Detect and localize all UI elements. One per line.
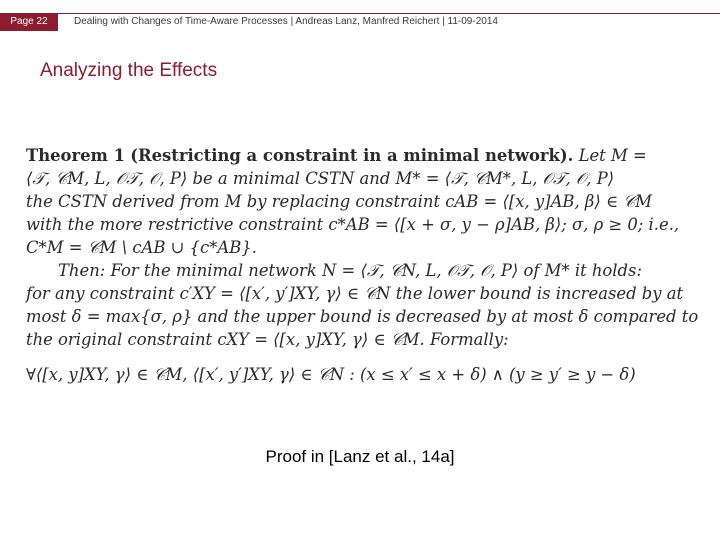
theorem-line-6: Then: For the minimal network N = ⟨𝒯, 𝒞N, L, 𝒪𝒯, 𝒪, P⟩ of M* it holds:	[58, 261, 642, 280]
theorem-line-5: C*M = 𝒞M \ cAB ∪ {c*AB}.	[26, 238, 257, 257]
theorem-heading-caption: (Restricting a constraint in a minimal network).	[130, 146, 574, 165]
theorem-line-4: with the more restrictive constraint c*AB = ⟨[x + σ, y − ρ]AB, β⟩; σ, ρ ≥ 0; i.e.,	[26, 215, 680, 234]
theorem-line-2: ⟨𝒯, 𝒞M, L, 𝒪𝒯, 𝒪, P⟩ be a minimal CSTN and M* = ⟨𝒯, 𝒞M*, L, 𝒪𝒯, 𝒪, P⟩	[26, 169, 615, 188]
theorem-text: Let M =	[578, 146, 647, 165]
theorem-heading: Theorem 1	[26, 146, 125, 165]
theorem-block	[26, 144, 699, 386]
slide-title: Analyzing the Effects	[40, 60, 218, 81]
theorem-line-1	[26, 144, 694, 167]
running-header: Dealing with Changes of Time-Aware Processes | Andreas Lanz, Manfred Reichert | 11-09-2014	[74, 16, 498, 27]
proof-reference: Proof in [Lanz et al., 14a]	[265, 447, 455, 466]
theorem-line-9: the original constraint cXY = ⟨[x, y]XY, γ⟩ ∈ 𝒞M. Formally:	[26, 330, 509, 349]
theorem-line-8: most δ = max{σ, ρ} and the upper bound is decreased by at most δ compared to	[26, 307, 699, 326]
theorem-line-7: for any constraint c′XY = ⟨[x′, y′]XY, γ⟩ ∈ 𝒞N the lower bound is increased by at	[26, 284, 684, 303]
page-number-badge: Page 22	[0, 13, 58, 31]
theorem-formula: ∀⟨[x, y]XY, γ⟩ ∈ 𝒞M, ⟨[x′, y′]XY, γ⟩ ∈ 𝒞N : (x ≤ x′ ≤ x + δ) ∧ (y ≥ y′ ≥ y − δ)	[26, 365, 636, 384]
theorem-line-3: the CSTN derived from M by replacing constraint cAB = ⟨[x, y]AB, β⟩ ∈ 𝒞M	[26, 192, 653, 211]
